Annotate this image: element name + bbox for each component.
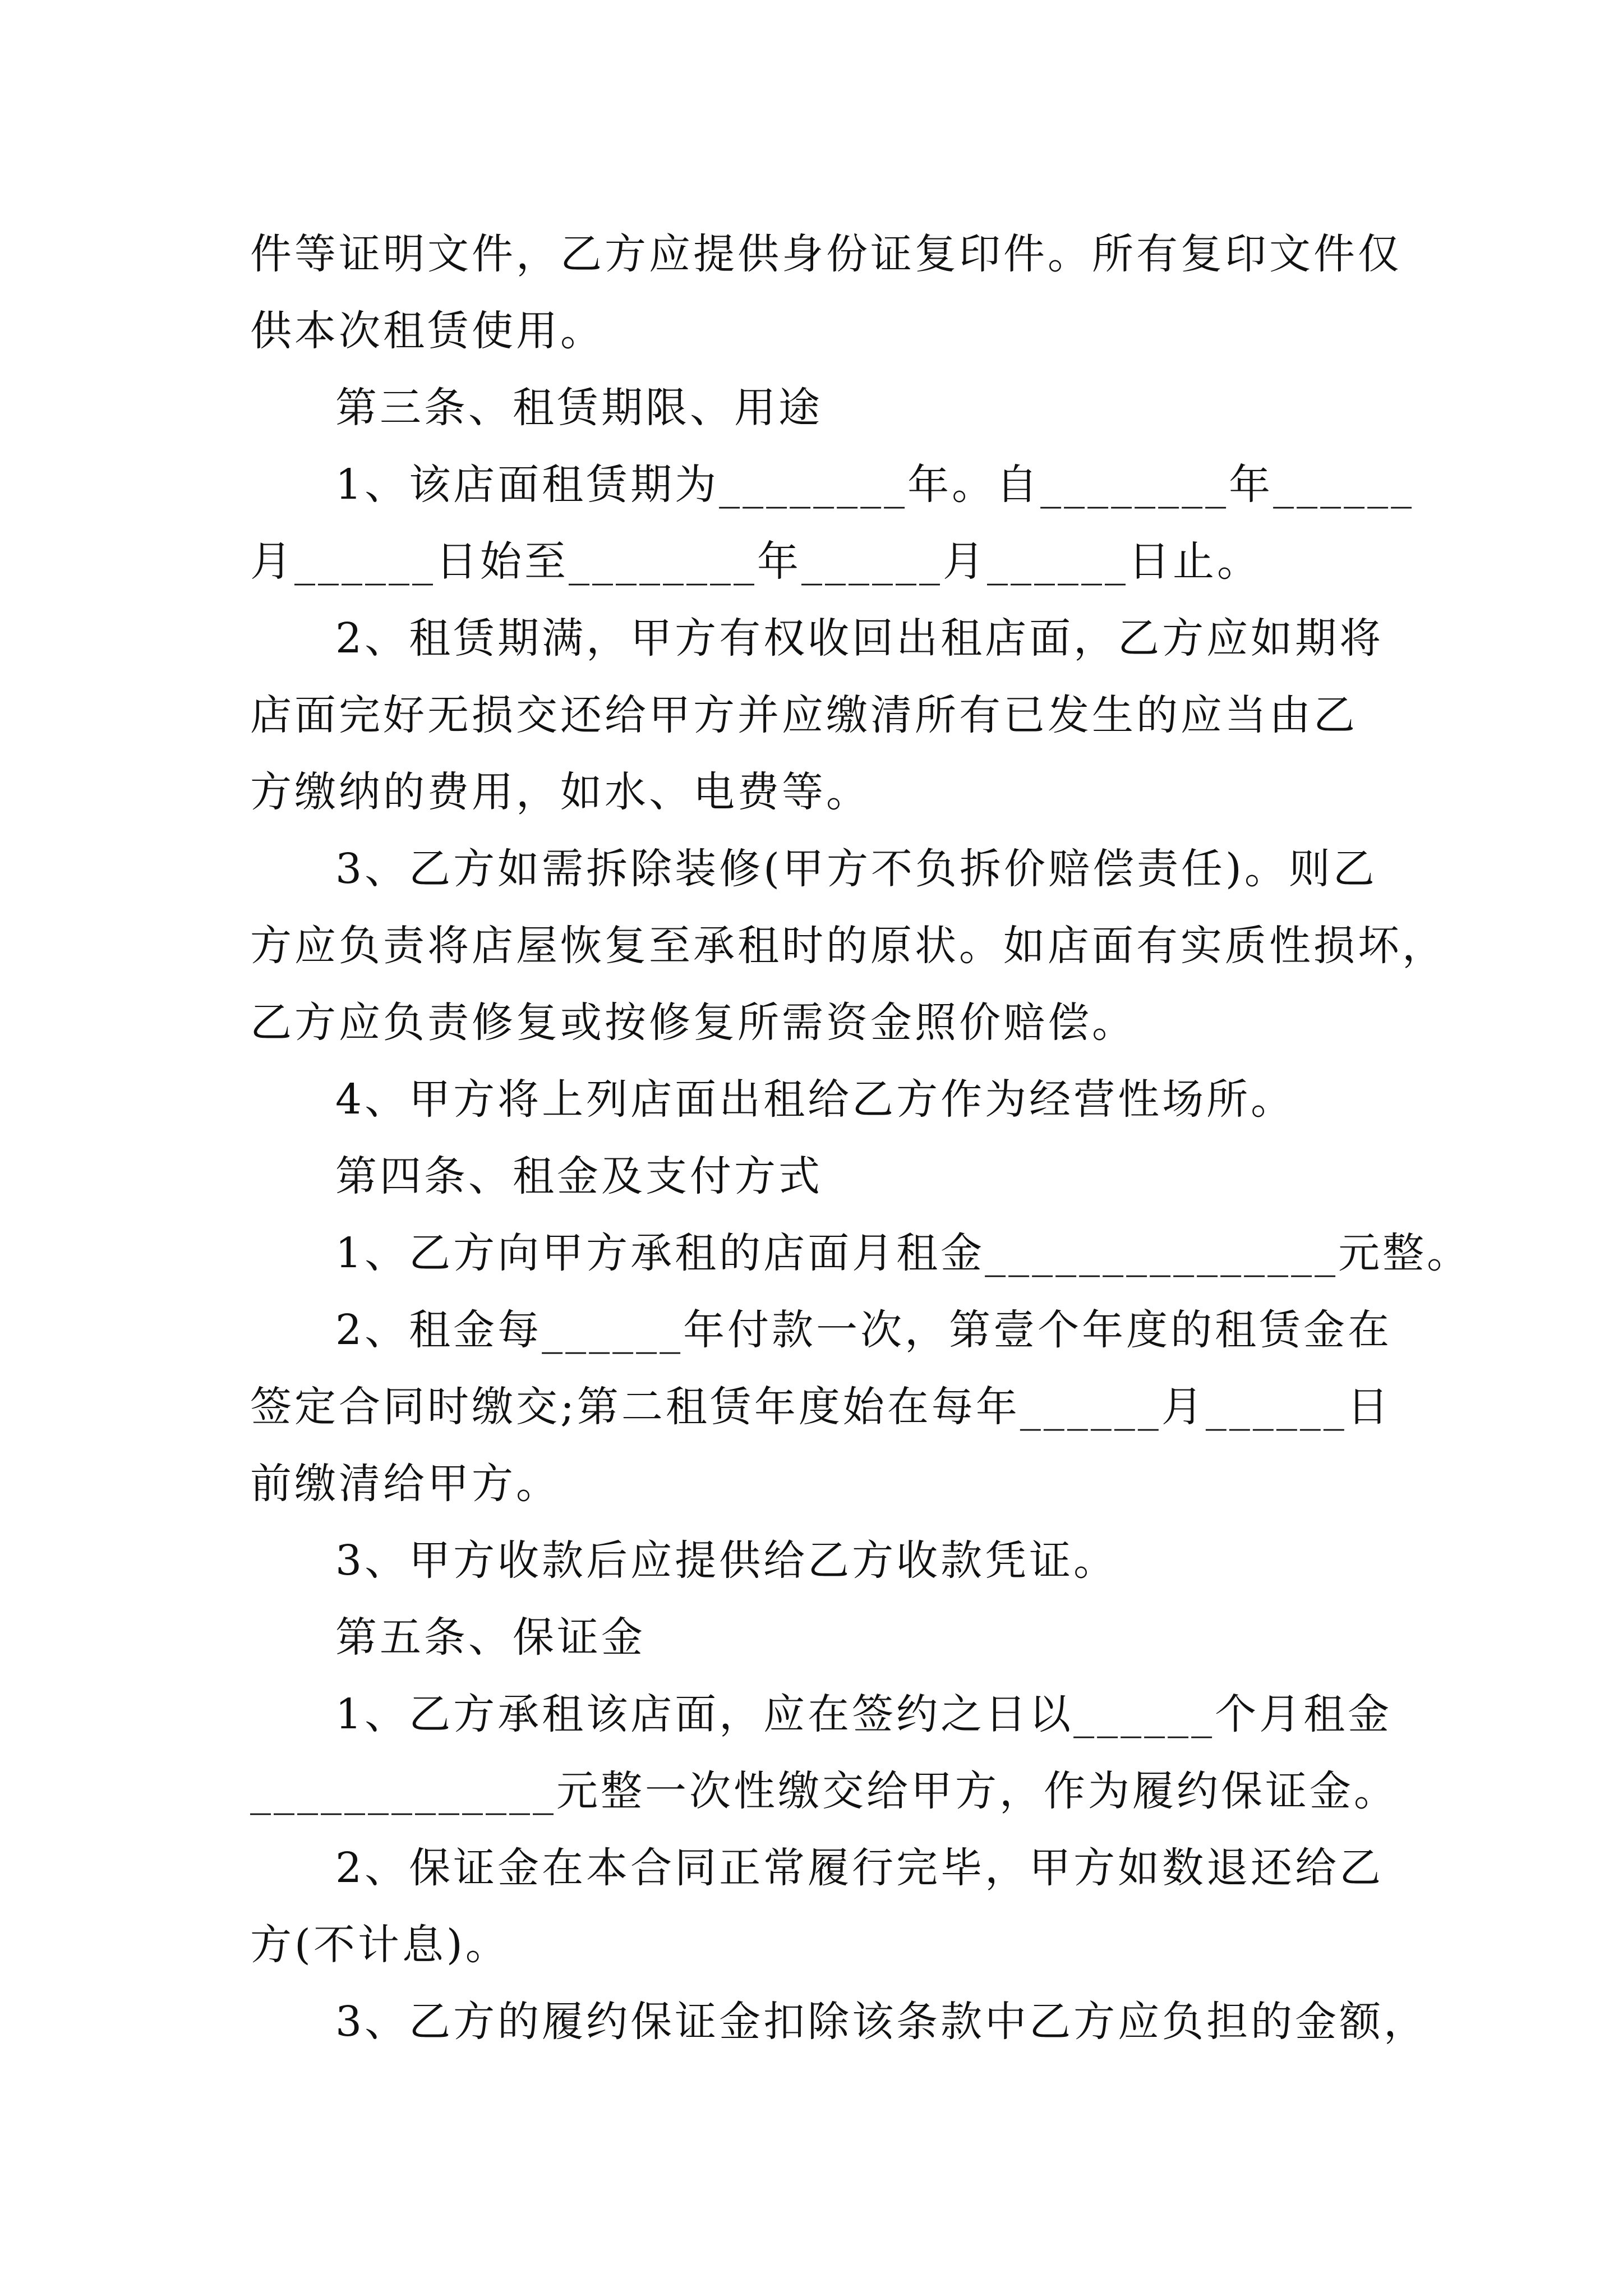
- clause-line: 3、乙方如需拆除装修(甲方不负拆价赔偿责任)。则乙: [335, 845, 1377, 893]
- clause-line: 1、该店面租赁期为________年。自________年______: [335, 461, 1415, 509]
- clause-line: 1、乙方向甲方承租的店面月租金_______________元整。: [335, 1229, 1472, 1277]
- text-line: 乙方应负责修复或按修复所需资金照价赔偿。: [250, 999, 1136, 1047]
- text-line: 前缴清给甲方。: [250, 1460, 560, 1508]
- text-line: 店面完好无损交还给甲方并应缴清所有已发生的应当由乙: [250, 691, 1358, 739]
- clause-line: 1、乙方承租该店面，应在签约之日以______个月租金: [335, 1690, 1393, 1738]
- text-line: 方缴纳的费用，如水、电费等。: [250, 768, 870, 816]
- document-body: [250, 216, 1472, 2060]
- text-line: 方(不计息)。: [250, 1921, 510, 1969]
- section-heading: 第三条、租赁期限、用途: [335, 384, 823, 432]
- clause-line: 3、乙方的履约保证金扣除该条款中乙方应负担的金额，: [335, 1998, 1428, 2046]
- section-heading: 第四条、租金及支付方式: [335, 1152, 823, 1200]
- text-line: _____________元整一次性缴交给甲方，作为履约保证金。: [250, 1767, 1398, 1815]
- clause-line: 3、甲方收款后应提供给乙方收款凭证。: [335, 1536, 1118, 1585]
- clause-line: 2、租金每______年付款一次，第壹个年度的租赁金在: [335, 1306, 1393, 1354]
- text-line: 签定合同时缴交;第二租赁年度始在每年______月______日: [250, 1383, 1391, 1431]
- clause-line: 2、租赁期满，甲方有权收回出租店面，乙方应如期将: [335, 614, 1384, 662]
- text-line: 方应负责将店屋恢复至承租时的原状。如店面有实质性损坏，: [250, 922, 1446, 970]
- section-heading: 第五条、保证金: [335, 1613, 645, 1662]
- text-line: 月______日始至________年______月______日止。: [250, 537, 1261, 586]
- text-line: 件等证明文件，乙方应提供身份证复印件。所有复印文件仅: [250, 230, 1402, 278]
- clause-line: 2、保证金在本合同正常履行完毕，甲方如数退还给乙: [335, 1844, 1384, 1892]
- clause-line: 4、甲方将上列店面出租给乙方作为经营性场所。: [335, 1075, 1295, 1124]
- text-line: 供本次租赁使用。: [250, 307, 605, 355]
